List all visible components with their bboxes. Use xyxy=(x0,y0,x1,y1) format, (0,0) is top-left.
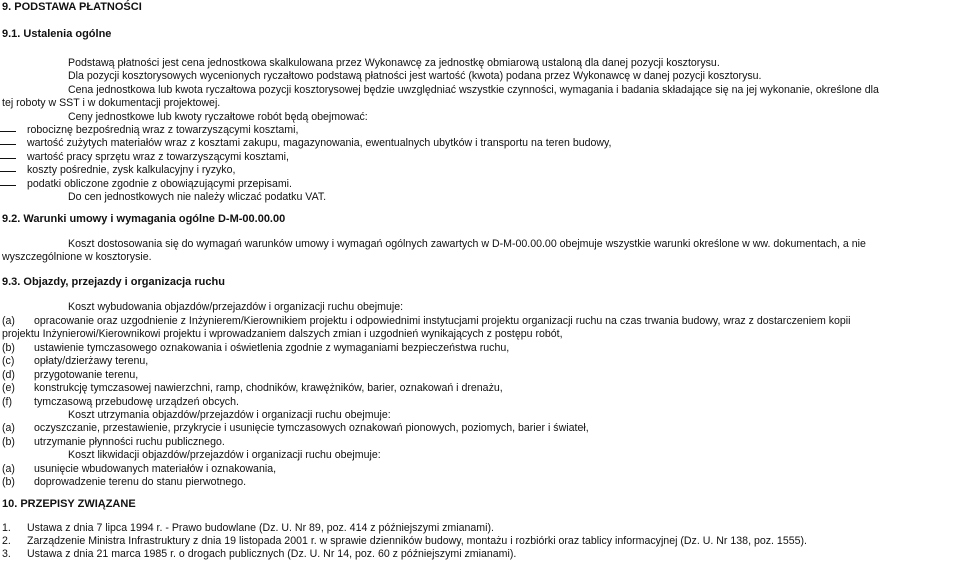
list-label: (b) xyxy=(2,476,15,488)
list-item-text: koszty pośrednie, zysk kalkulacyjny i ryzyko, xyxy=(27,164,236,176)
list-label: (a) xyxy=(2,315,15,327)
list-item-text: utrzymanie płynności ruchu publicznego. xyxy=(34,436,225,448)
list-item-text: wartość pracy sprzętu wraz z towarzyszącymi kosztami, xyxy=(27,151,289,163)
section-9-2-heading: 9.2. Warunki umowy i wymagania ogólne D-M-00.00.00 xyxy=(2,213,286,225)
dash-bullet xyxy=(0,185,16,186)
list-item-text: opłaty/dzierżawy terenu, xyxy=(34,355,149,367)
list-item-text: ustawienie tymczasowego oznakowania i oświetlenia zgodnie z wymaganiami bezpieczeństwa ruchu, xyxy=(34,342,510,354)
dash-bullet xyxy=(0,131,16,132)
list-item-text-continued: projektu Inżynierowi/Kierownikowi projektu i wprowadzaniem dalszych zmian i uzgodnień wynikających z postępu robót, xyxy=(2,328,563,340)
paragraph-unit-price-line1: Cena jednostkowa lub kwota ryczałtowa pozycji kosztorysowej będzie uwzględniać wszystkie czynności, wymagania i badania składające się na jej wykonanie, określone dla xyxy=(68,84,879,96)
list-item-text: Ustawa z dnia 7 lipca 1994 r. - Prawo budowlane (Dz. U. Nr 89, poz. 414 z późniejszymi zmianami). xyxy=(27,522,494,534)
paragraph-maintenance-intro: Koszt utrzymania objazdów/przejazdów i organizacji ruchu obejmuje: xyxy=(68,409,391,421)
list-item-text: tymczasową przebudowę urządzeń obcych. xyxy=(34,396,239,408)
list-label: (d) xyxy=(2,369,15,381)
section-9-3-heading: 9.3. Objazdy, przejazdy i organizacja ruchu xyxy=(2,276,225,288)
list-item-text: wartość zużytych materiałów wraz z kosztami zakupu, magazynowania, ewentualnych ubytków i transportu na teren budowy, xyxy=(27,137,612,149)
list-item-text: oczyszczanie, przestawienie, przykrycie i usunięcie tymczasowych oznakowań pionowych, poziomych, barier i świateł, xyxy=(34,422,589,434)
paragraph-vat: Do cen jednostkowych nie należy wliczać podatku VAT. xyxy=(68,191,327,203)
list-item-text: doprowadzenie terenu do stanu pierwotnego. xyxy=(34,476,247,488)
section-9-heading: 9. PODSTAWA PŁATNOŚCI xyxy=(2,1,142,13)
paragraph-contract-costs-line2: wyszczególnione w kosztorysie. xyxy=(2,251,152,263)
list-number: 3. xyxy=(2,548,11,560)
list-label: (a) xyxy=(2,463,15,475)
list-label: (b) xyxy=(2,342,15,354)
dash-bullet xyxy=(0,158,16,159)
dash-bullet xyxy=(0,144,16,145)
paragraph-prices-include: Ceny jednostkowe lub kwoty ryczałtowe robót będą obejmować: xyxy=(68,111,368,123)
list-item-text: usunięcie wbudowanych materiałów i oznakowania, xyxy=(34,463,277,475)
list-item-text: Ustawa z dnia 21 marca 1985 r. o drogach publicznych (Dz. U. Nr 14, poz. 60 z późniejszymi zmianami). xyxy=(27,548,517,560)
paragraph-basis: Podstawą płatności jest cena jednostkowa skalkulowana przez Wykonawcę za jednostkę obmiarową ustaloną dla danej pozycji kosztorysu. xyxy=(68,57,720,69)
list-label: (a) xyxy=(2,422,15,434)
paragraph-removal-intro: Koszt likwidacji objazdów/przejazdów i organizacji ruchu obejmuje: xyxy=(68,449,381,461)
list-label: (f) xyxy=(2,396,12,408)
section-10-heading: 10. PRZEPISY ZWIĄZANE xyxy=(2,498,136,510)
list-label: (c) xyxy=(2,355,15,367)
list-item-text: przygotowanie terenu, xyxy=(34,369,139,381)
list-number: 2. xyxy=(2,535,11,547)
list-item-text: opracowanie oraz uzgodnienie z Inżynierem/Kierownikiem projektu i odpowiednimi instytucjami projektu organizacji ruchu na czas trwania budowy, wraz z dostarczeniem kopii xyxy=(34,315,851,327)
paragraph-unit-price-line2: tej roboty w SST i w dokumentacji projektowej. xyxy=(2,97,221,109)
paragraph-contract-costs-line1: Koszt dostosowania się do wymagań warunków umowy i wymagań ogólnych zawartych w D-M-00.00.00 obejmuje wszystkie warunki określone w ww. dokumentach, a nie xyxy=(68,238,866,250)
list-label: (b) xyxy=(2,436,15,448)
list-item-text: Zarządzenie Ministra Infrastruktury z dnia 19 listopada 2001 r. w sprawie dzienników budowy, montażu i rozbiórki oraz tablicy informacyjnej (Dz. U. Nr 138, poz. 1555). xyxy=(27,535,807,547)
list-item-text: podatki obliczone zgodnie z obowiązującymi przepisami. xyxy=(27,178,292,190)
paragraph-build-cost-intro: Koszt wybudowania objazdów/przejazdów i organizacji ruchu obejmuje: xyxy=(68,301,404,313)
list-label: (e) xyxy=(2,382,15,394)
list-item-text: robociznę bezpośrednią wraz z towarzyszącymi kosztami, xyxy=(27,124,299,136)
list-item-text: konstrukcję tymczasowej nawierzchni, ramp, chodników, krawężników, barier, oznakowań i drenażu, xyxy=(34,382,503,394)
dash-bullet xyxy=(0,171,16,172)
section-9-1-heading: 9.1. Ustalenia ogólne xyxy=(2,28,112,40)
list-number: 1. xyxy=(2,522,11,534)
paragraph-lump-sum: Dla pozycji kosztorysowych wycenionych ryczałtowo podstawą płatności jest wartość (kwota) podana przez Wykonawcę w danej pozycji kosztorysu. xyxy=(68,70,762,82)
